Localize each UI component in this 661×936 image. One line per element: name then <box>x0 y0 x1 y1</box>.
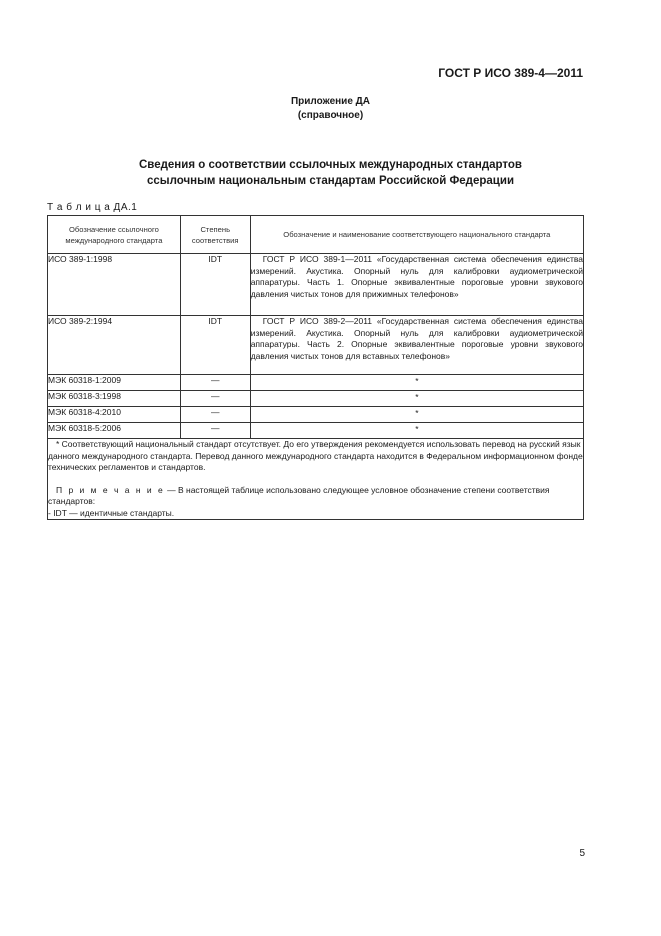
header-col2-line2: соответствия <box>191 235 239 245</box>
row-code: МЭК 60318-4:2010 <box>48 407 181 423</box>
row-description-text: ГОСТ Р ИСО 389-2—2011 «Государственная система обеспечения единства измерений. Акустика. Опорный нуль для калибровки аудиометрической аппаратуры. Часть 2. Опорные эквивалентные пороговые уровни звукового давления чистых тонов для вставных телефонов» <box>250 316 583 361</box>
row-degree: — <box>180 423 250 439</box>
header-col1-line1: Обозначение ссылочного <box>68 224 159 234</box>
table-row <box>48 407 584 423</box>
row-degree: IDT <box>180 316 250 375</box>
note-text: — В настоящей таблице использовано следующее условное обозначение степени соответствия стандартов: <box>48 484 550 506</box>
row-description: * <box>250 423 583 439</box>
row-code: МЭК 60318-1:2009 <box>48 375 181 391</box>
table-header-row <box>48 216 584 254</box>
table-row <box>48 375 584 391</box>
table-row <box>48 254 584 316</box>
row-degree: — <box>180 407 250 423</box>
note-label: П р и м е ч а н и е <box>56 484 165 495</box>
table-note <box>48 485 583 508</box>
table-row <box>48 391 584 407</box>
header-cell-international-standard <box>48 216 181 254</box>
appendix-heading <box>0 95 661 123</box>
row-code: ИСО 389-2:1994 <box>48 316 181 375</box>
header-col2-line1: Степень <box>200 224 231 234</box>
row-description <box>250 316 583 375</box>
appendix-title: Приложение ДА <box>290 96 371 107</box>
row-degree: IDT <box>180 254 250 316</box>
row-description: * <box>250 391 583 407</box>
correspondence-table <box>47 215 584 520</box>
row-description: * <box>250 375 583 391</box>
section-title-line2: ссылочным национальным стандартам Российской Федерации <box>146 175 515 187</box>
table-row <box>48 316 584 375</box>
table-notes-row <box>48 439 584 520</box>
row-code: МЭК 60318-3:1998 <box>48 391 181 407</box>
header-cell-national-standard: Обозначение и наименование соответствующего национального стандарта <box>250 216 583 254</box>
section-title <box>0 157 661 189</box>
document-code: ГОСТ Р ИСО 389-4—2011 <box>438 66 583 80</box>
page-number: 5 <box>579 848 585 859</box>
row-code: ИСО 389-1:1998 <box>48 254 181 316</box>
row-degree: — <box>180 375 250 391</box>
table-row <box>48 423 584 439</box>
row-code: МЭК 60318-5:2006 <box>48 423 181 439</box>
table-footnote: * Соответствующий национальный стандарт отсутствует. До его утверждения рекомендуется использовать перевод на русский язык данного международного стандарта. Перевод данного международного стандарта находится в Федеральном информационном фонде технических регламентов и стандартов. <box>48 439 583 472</box>
section-title-line1: Сведения о соответствии ссылочных международных стандартов <box>138 159 522 171</box>
header-col1-line2: международного стандарта <box>65 235 163 245</box>
row-description: * <box>250 407 583 423</box>
row-degree: — <box>180 391 250 407</box>
row-description <box>250 254 583 316</box>
header-cell-degree <box>180 216 250 254</box>
appendix-subtitle: (справочное) <box>297 110 364 121</box>
table-notes <box>48 439 584 520</box>
table-caption: Т а б л и ц а ДА.1 <box>47 202 138 213</box>
row-description-text: ГОСТ Р ИСО 389-1—2011 «Государственная система обеспечения единства измерений. Акустика. Опорный нуль для калибровки аудиометрической аппаратуры. Часть 1. Опорные эквивалентные пороговые уровни звукового давления чистых тонов для прижимных телефонов» <box>250 254 583 299</box>
note-item: - IDT — идентичные стандарты. <box>48 507 175 518</box>
